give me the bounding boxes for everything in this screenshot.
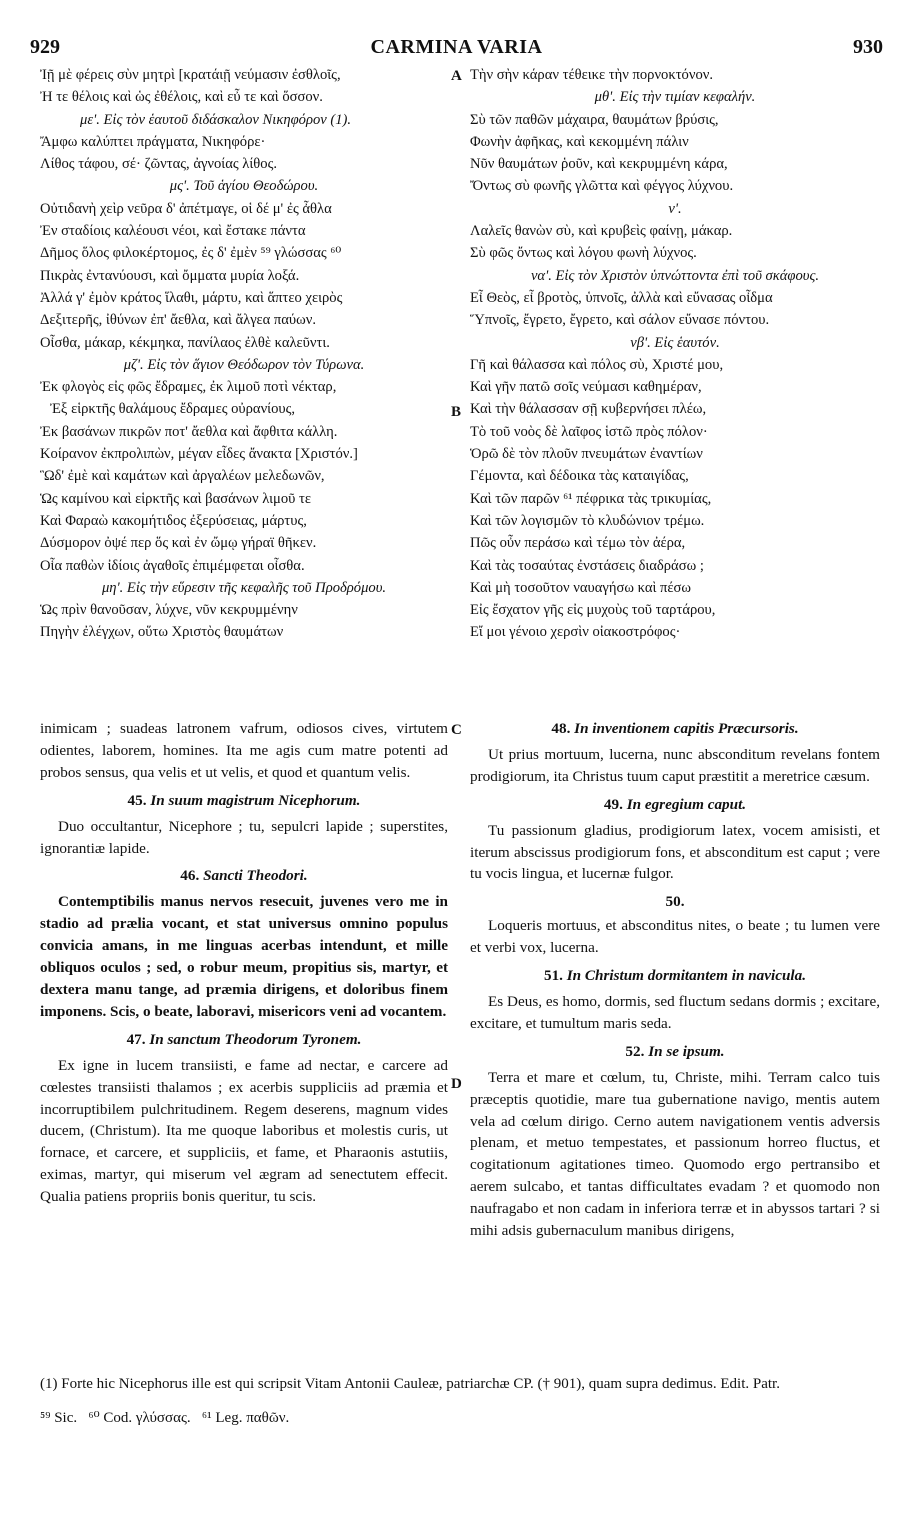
greek-heading-48: μη'. Εἰς τὴν εὕρεσιν τῆς κεφαλῆς τοῦ Προδρόμου.: [101, 579, 387, 596]
greek-line: Ἐκ φλογὸς εἰς φῶς ἔδραμες, ἐκ λιμοῦ ποτὶ νέκταρ,: [40, 379, 337, 396]
greek-line: Ὄντως σὺ φωνῆς γλῶττα καὶ φέγγος λύχνου.: [470, 178, 734, 195]
greek-line: Ὡς καμίνου καὶ εἱρκτῆς καὶ βασάνων λιμοῦ τε: [40, 490, 312, 507]
page-number-left: 929: [30, 36, 60, 58]
page-number-right: 930: [853, 36, 883, 58]
greek-line: Ἰῇ μὲ φέρεις σὺν μητρὶ [κρατάιῇ νεύμασιν ἐσθλοῖς,: [40, 67, 341, 83]
greek-line: Κοίρανον ἐκπρολιπὼν, μέγαν εἶδες ἄνακτα [Χριστόν.]: [40, 446, 358, 463]
greek-line: Πῶς οὖν περάσω καὶ τέμω τὸν ἀέρα,: [470, 535, 686, 552]
greek-line: Σὺ τῶν παθῶν μάχαιρα, θαυμάτων βρύσις,: [470, 111, 719, 128]
heading-number: 47.: [126, 1030, 146, 1048]
footnote-1: (1) Forte hic Nicephorus ille est qui scripsit Vitam Antonii Cauleæ, patriarchæ CP. († 901), quam supra dedimus. Edit. Patr.: [40, 1376, 780, 1392]
greek-heading-49: μθ'. Εἰς τὴν τιμίαν κεφαλήν.: [594, 89, 756, 106]
greek-line: Καὶ τὰς τοσαύτας ἐνστάσεις διαδράσω ;: [470, 557, 704, 574]
greek-line: Λίθος τάφου, σέ· ζῶντας, ἀγνοίας λίθος.: [40, 156, 278, 173]
latin-paragraph: Contemptibilis manus nervos resecuit, juvenes vero me in stadio ad prælia vocant, et stat universus omnino populus convicia amans, in me linguas acerbas intendunt, et mille obliquos oculos ; sed, o robur meum, propitius sis, martyr, et dextera manu tange, ad præmia dirigens, et doloribus finem imponens. Scis, o beate, laboravi, misericors veni ad vocantem.: [40, 893, 448, 1020]
greek-line: Καὶ τῶν παρῶν ⁶¹ πέφρικα τὰς τρικυμίας,: [470, 490, 712, 507]
heading-number: 45.: [127, 791, 147, 809]
greek-line: Δῆμος ὅλος φιλοκέρτομος, ἐς δ' ἐμὲν ⁵⁹ γλώσσας ⁶⁰: [40, 245, 342, 262]
margin-letter-d: D: [451, 1076, 462, 1092]
latin-heading-45: [40, 790, 448, 812]
greek-line: Οὐτιδανὴ χεὶρ νεῦρα δ' ἀπέτμαγε, οἱ δέ μ' ἐς ἆθλα: [40, 200, 332, 217]
heading-number: 46.: [180, 867, 200, 885]
greek-line: Ἄμφω καλύπτει πράγματα, Νικηφόρε·: [40, 133, 266, 150]
latin-left-column: [40, 718, 448, 1210]
greek-left-column: [40, 64, 448, 644]
greek-heading-52: νβ'. Εἰς ἑαυτόν.: [630, 334, 720, 351]
greek-line: Γέμοντα, καὶ δέδοικα τὰς καταιγίδας,: [470, 468, 689, 485]
greek-line: Εἰς ἔσχατον γῆς εἰς μυχοὺς τοῦ ταρτάρου,: [470, 602, 716, 619]
heading-title: In egregium caput.: [626, 795, 747, 813]
latin-paragraph: Ut prius mortuum, lucerna, nunc absconditum revelans fontem prodigiorum, ita Christus tuum caput præstitit a meretrice cæsum.: [470, 745, 880, 785]
greek-line: Ἐν σταδίοις καλέουσι νέοι, καὶ ἔστακε πάντα: [40, 223, 306, 240]
greek-line: Εἶ Θεὸς, εἶ βροτὸς, ὑπνοῖς, ἀλλὰ καὶ εὔνασας οἶδμα: [470, 289, 773, 306]
heading-title: In suum magistrum Nicephorum.: [150, 791, 361, 809]
greek-line: Εἴ μοι γένοιο χερσὶν οἰακοστρόφος·: [470, 624, 681, 641]
margin-letter-c: C: [451, 722, 462, 738]
latin-paragraph: Ex igne in lucem transiisti, e fame ad nectar, e carcere ad cœlestes transiisti thalamos ; ex acerbis suppliciis ad præmia et incorruptibilem pulchritudinem. Regem deserens, magnum vides ducem, (Christum). Ita me quoque laboribus et molestis curis, ut fornace, et carcere, et suppliciis, et fame, et Pharaonis astutiis, eximas, martyr, qui miserum vel ægram ad senectutem effecit. Qualia patiens propriis bonis queritur, tu scis.: [40, 1056, 448, 1206]
greek-heading-50: ν'.: [668, 200, 682, 217]
heading-number: 49.: [603, 795, 623, 813]
latin-paragraph: Es Deus, es homo, dormis, sed fluctum sedans dormis ; excitare, excitare, et tumultum maris seda.: [470, 992, 880, 1032]
latin-right-column: [470, 718, 880, 1244]
greek-heading-47: μζ'. Εἰς τὸν ἅγιον Θεόδωρον τὸν Τύρωνα.: [123, 356, 365, 373]
greek-right-column: [470, 64, 880, 644]
latin-paragraph: Duo occultantur, Nicephore ; tu, sepulcri lapide ; superstites, ignorantiæ lapide.: [40, 817, 448, 857]
latin-heading-51: [470, 965, 880, 987]
greek-line: Σὺ φῶς ὄντως καὶ λόγου φωνὴ λύχνος.: [470, 245, 697, 262]
greek-line: Δύσμορον ὀψέ περ ὅς καὶ ἐν ὤμῳ γήραϊ θῆκεν.: [40, 535, 317, 552]
latin-heading-50: 50.: [665, 893, 685, 911]
latin-paragraph: inimicam ; suadeas latronem vafrum, odiosos cives, virtutem odientes, laborem, homines. Ita me agis cum matre potenti ad probos sensus, qua velis et ut velis, et quod et quantum velis.: [40, 720, 448, 781]
footnotes: [40, 1374, 885, 1428]
greek-line: Ἐκ βασάνων πικρῶν ποτ' ἄεθλα καὶ ἄφθιτα κάλλη.: [40, 423, 338, 440]
running-title: CARMINA VARIA: [370, 36, 543, 58]
running-header: [0, 30, 913, 60]
greek-line: Λαλεῖς θανὼν σὺ, καὶ κρυβεὶς φαίνῃ, μάκαρ.: [470, 223, 733, 240]
margin-letter-b: B: [451, 404, 462, 420]
heading-number: 51.: [543, 967, 563, 985]
greek-line: Καὶ γῆν πατῶ σοῖς νεύμασι καθημέραν,: [470, 379, 702, 396]
greek-line: Οἶσθα, μάκαρ, κέκμηκα, πανίλαος ἐλθὲ καλεῦντι.: [40, 334, 330, 351]
greek-line: Καὶ τῶν λογισμῶν τὸ κλυδώνιον τρέμω.: [470, 512, 705, 529]
greek-line: Δεξιτερῆς, ἰθύνων ἐπ' ἄεθλα, καὶ ἄλγεα παύων.: [40, 312, 316, 329]
greek-line: Ἠ τε θέλοις καὶ ὡς ἐθέλοις, καὶ εὖ τε καὶ ὅσσον.: [40, 89, 323, 106]
greek-line: Καὶ τὴν θάλασσαν σῇ κυβερνήσει πλέω,: [470, 401, 707, 418]
latin-heading-52: [470, 1041, 880, 1063]
greek-line: Τὴν σὴν κάραν τέθεικε τὴν πορνοκτόνον.: [470, 67, 713, 83]
greek-heading-51: να'. Εἰς τὸν Χριστὸν ὑπνώττοντα ἐπὶ τοῦ σκάφους.: [530, 267, 820, 284]
greek-line: Καὶ Φαραὼ κακομήτιδος ἐξερύσειας, μάρτυς,: [40, 512, 307, 529]
latin-heading-46: [40, 865, 448, 887]
greek-line: Ὣδ' ἐμὲ καὶ καμάτων καὶ ἀργαλέων μελεδωνῶν,: [40, 468, 325, 485]
heading-title: In sanctum Theodorum Tyronem.: [149, 1030, 362, 1048]
latin-heading-48: [470, 718, 880, 740]
heading-title: In Christum dormitantem in navicula.: [566, 967, 807, 985]
heading-title: In inventionem capitis Præcursoris.: [574, 720, 799, 737]
greek-line: Ἐξ εἱρκτῆς θαλάμους ἔδραμες οὐρανίους,: [50, 401, 296, 418]
footnote-apparatus: ⁵⁹ Sic. ⁶⁰ Cod. γλύσσας. ⁶¹ Leg. παθῶν.: [40, 1410, 290, 1426]
greek-line: Καὶ μὴ τοσοῦτον ναυαγήσω καὶ πέσω: [470, 579, 692, 596]
greek-line: Πηγὴν ἐλέγχων, οὕτω Χριστὸς θαυμάτων: [40, 624, 284, 641]
latin-heading-47: [40, 1029, 448, 1051]
latin-heading-49: [470, 794, 880, 816]
greek-line: Ὕπνοῖς, ἔγρετο, ἔγρετο, καὶ σάλον εὔνασε πόντου.: [470, 312, 770, 329]
latin-paragraph: Loqueris mortuus, et absconditus nites, o beate ; tu lumen vere et verbi vox, lucerna.: [470, 917, 880, 957]
greek-heading-45: με'. Εἰς τὸν ἑαυτοῦ διδάσκαλον Νικηφόρον (1).: [80, 111, 352, 128]
greek-line: Νῦν θαυμάτων ῥοῦν, καὶ κεκρυμμένη κάρα,: [470, 156, 728, 173]
greek-line: Φωνὴν ἀφῆκας, καὶ κεκομμένη πάλιν: [470, 133, 689, 150]
greek-heading-46: μς'. Τοῦ ἁγίου Θεοδώρου.: [169, 178, 319, 195]
greek-line: Ὡς πρὶν θανοῦσαν, λύχνε, νῦν κεκρυμμένην: [40, 602, 298, 619]
greek-line: Τὸ τοῦ νοὸς δὲ λαῖφος ἱστῶ πρὸς πόλον·: [470, 423, 708, 440]
greek-line: Ὁρῶ δὲ τὸν πλοῦν πνευμάτων ἐναντίων: [470, 446, 703, 463]
greek-line: Πικρὰς ἐντανύουσι, καὶ ὄμματα μυρία λοξά.: [40, 267, 300, 284]
heading-title: In se ipsum.: [648, 1042, 725, 1060]
latin-paragraph: Terra et mare et cœlum, tu, Christe, mihi. Terram calco tuis præceptis quotidie, mare tua gubernatione navigo, mentis autem vela ad cœlum dirigo. Cerno autem navigationem ventis adversis plenam, et metuo tempestates, et passionum horreo fluctus, et cogitationum agitationes timeo. Quomodo ergo pertransibo et aerem sulcabo, et tantas difficultates evadam ? et quomodo non naufragabo et non cadam in inferiora terræ et in abyssos tartari ? si mihi adsis gubernaculum manibus dirigens,: [470, 1068, 880, 1240]
margin-letter-a: A: [451, 68, 462, 84]
heading-title: Sancti Theodori.: [203, 867, 308, 885]
greek-line: Γῆ καὶ θάλασσα καὶ πόλος σὺ, Χριστέ μου,: [470, 356, 724, 373]
heading-number: 52.: [625, 1042, 645, 1060]
greek-line: Ἀλλά γ' ἐμὸν κράτος ἵλαθι, μάρτυ, καὶ ἅπτεο χειρὸς: [40, 289, 343, 306]
greek-line: Οἷα παθὼν ἰδίοις ἀγαθοῖς ἐπιμέμφεται οἶσθα.: [40, 557, 305, 574]
latin-paragraph: Tu passionum gladius, prodigiorum latex, vocem amisisti, et iterum abscissus prodigiorum fons, et absconditum est caput ; vere tu vocis lingua, et lucernæ fulgor.: [470, 821, 880, 883]
heading-number: 48.: [551, 720, 571, 737]
